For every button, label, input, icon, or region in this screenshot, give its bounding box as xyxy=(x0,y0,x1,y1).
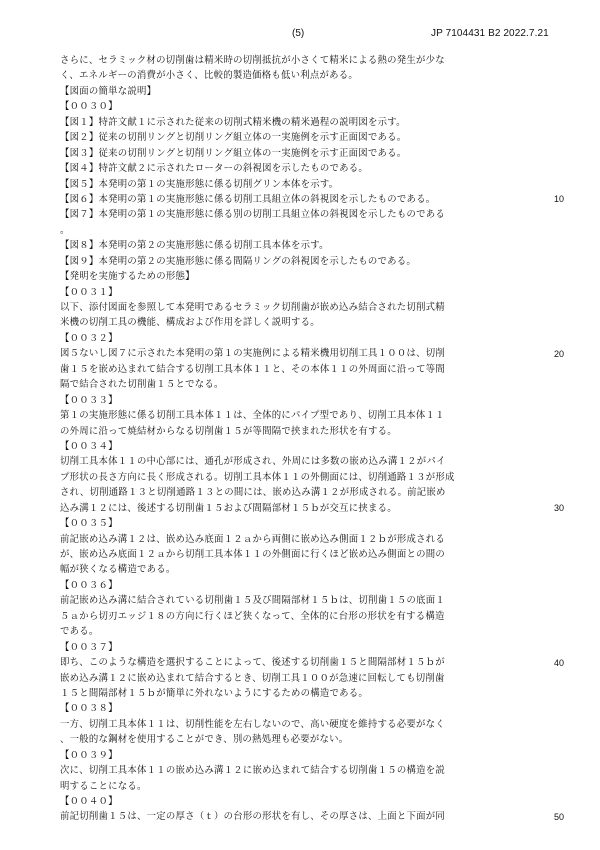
text-line: 次に、切削工具本体１１の嵌め込み溝１２に嵌め込まれて結合する切削歯１５の構造を説 xyxy=(60,765,446,777)
text-line: 【００３４】 xyxy=(60,440,118,452)
margin-line-number: 50 xyxy=(553,812,564,823)
text-line: の外周に沿って焼結材からなる切削歯１５が等間隔で挟まれた形状を有する。 xyxy=(60,425,397,437)
text-line: 【００３６】 xyxy=(60,579,118,591)
text-line: 【図９】本発明の第２の実施形態に係る間隔リングの斜視図を示したものである。 xyxy=(60,255,416,267)
text-line: 図５ないし図７に示された本発明の第１の実施例による精米機用切削工具１００は、切削 xyxy=(60,348,446,360)
text-line: 【図３】従来の切削リングと切削リング組立体の一実施例を示す正面図である。 xyxy=(60,147,407,159)
margin-line-number: 30 xyxy=(553,503,564,514)
text-line: 、一般的な鋼材を使用することができ、別の熱処理も必要がない。 xyxy=(60,734,349,746)
text-line: 【００３２】 xyxy=(60,332,118,344)
text-line: く、エネルギーの消費が小さく、比較的製造価格も低い利点がある。 xyxy=(60,70,359,82)
text-line: 即ち、このような構造を選択することによって、後述する切削歯１５と間隔部材１５ｂが xyxy=(60,657,445,669)
text-line: 【図５】本発明の第１の実施形態に係る切削グリン本体を示す。 xyxy=(60,178,339,190)
text-line: 歯１５を嵌め込まれて結合する切削工具本体１１と、その本体１１の外周面に沿って等間 xyxy=(60,363,446,375)
text-line: 。 xyxy=(60,224,70,236)
margin-line-number: 10 xyxy=(553,194,564,205)
text-line: 幅が狭くなる構造である。 xyxy=(60,564,176,576)
text-line: 嵌め込み溝１２に嵌め込まれて結合するとき、切削工具１００が急速に回転しても切削歯 xyxy=(60,672,445,684)
document-id: JP 7104431 B2 2022.7.21 xyxy=(431,28,549,39)
text-line: 【００３９】 xyxy=(60,749,118,761)
text-line: 【００３７】 xyxy=(60,641,118,653)
text-line: 一方、切削工具本体１１は、切削性能を左右しないので、高い硬度を維持する必要がなく xyxy=(60,718,445,730)
text-line: 【００３８】 xyxy=(60,703,118,715)
text-line: 【図６】本発明の第１の実施形態に係る切削工具組立体の斜視図を示したものである。 xyxy=(60,193,436,205)
text-line: 以下、添付図面を参照して本発明であるセラミック切削歯が嵌め込み結合された切削式精 xyxy=(60,302,445,313)
page-number: (5) xyxy=(292,28,305,39)
text-line: 【００３５】 xyxy=(60,518,118,530)
text-line: 明することになる。 xyxy=(60,780,147,792)
margin-line-number: 40 xyxy=(553,657,564,668)
text-line: 込み溝１２には、後述する切削歯１５および間隔部材１５ｂが交互に挟まる。 xyxy=(60,502,397,514)
text-line: 【図面の簡単な説明】 xyxy=(60,85,157,97)
text-line: 切削工具本体１１の中心部には、通孔が形成され、外周には多数の嵌め込み溝１２がパイ xyxy=(60,456,446,468)
text-line: 米機の切削工具の機能、構成および作用を詳しく説明する。 xyxy=(60,317,320,329)
text-line: 隔で結合された切削歯１５とでなる。 xyxy=(60,379,224,391)
text-line: 【図４】特許文献２に示されたローターの斜視図を示したものである。 xyxy=(60,163,369,175)
text-line: 【００３３】 xyxy=(60,394,118,406)
text-line: 【発明を実施するための形態】 xyxy=(60,271,195,283)
text-line: である。 xyxy=(60,626,99,638)
text-line: 前記切削歯１５は、一定の厚さ（ｔ）の台形の形状を有し、その厚さは、上面と下面が同 xyxy=(60,811,446,823)
text-line: 【００４０】 xyxy=(60,796,118,807)
text-line: され、切削通路１３と切削通路１３との間には、嵌め込み溝１２が形成される。前記嵌め xyxy=(60,487,446,499)
text-line: 【００３０】 xyxy=(60,101,118,113)
text-line: 【図８】本発明の第２の実施形態に係る切削工具本体を示す。 xyxy=(60,240,329,252)
text-line: 【図２】従来の切削リングと切削リング組立体の一実施例を示す正面図である。 xyxy=(60,132,407,144)
text-line: 【図１】特許文献１に示された従来の切削式精米機の精米過程の説明図を示す。 xyxy=(60,116,406,128)
text-line: １５と間隔部材１５ｂが簡単に外れないようにするための構造である。 xyxy=(60,687,369,699)
text-line: が、嵌め込み底面１２ａから切削工具本体１１の外側面に行くほど嵌め込み側面との間の xyxy=(60,549,446,560)
text-line: さらに、セラミック材の切削歯は精米時の切削抵抗が小さくて精米による熱の発生が少な xyxy=(60,55,445,66)
text-line: 第１の実施形態に係る切削工具本体１１は、全体的にパイプ型であり、切削工具本体１１ xyxy=(60,410,445,422)
document-body xyxy=(60,53,536,825)
text-line: ５ａから切刃エッジ１８の方向に行くほど狭くなって、全体的に台形の形状を有する構造 xyxy=(60,610,445,622)
margin-line-number: 20 xyxy=(553,348,564,359)
text-line: 【図７】本発明の第１の実施形態に係る別の切削工具組立体の斜視図を示したものである xyxy=(60,209,446,221)
text-line: 【００３１】 xyxy=(60,286,118,298)
text-line: 前記嵌め込み溝に結合されている切削歯１５及び間隔部材１５ｂは、切削歯１５の底面１ xyxy=(60,595,446,607)
text-line: 前記嵌め込み溝１２は、嵌め込み底面１２ａから両側に嵌め込み側面１２ｂが形成される xyxy=(60,533,446,545)
text-line: プ形状の長さ方向に長く形成される。切削工具本体１１の外側面には、切削通路１３が形成 xyxy=(60,471,455,483)
